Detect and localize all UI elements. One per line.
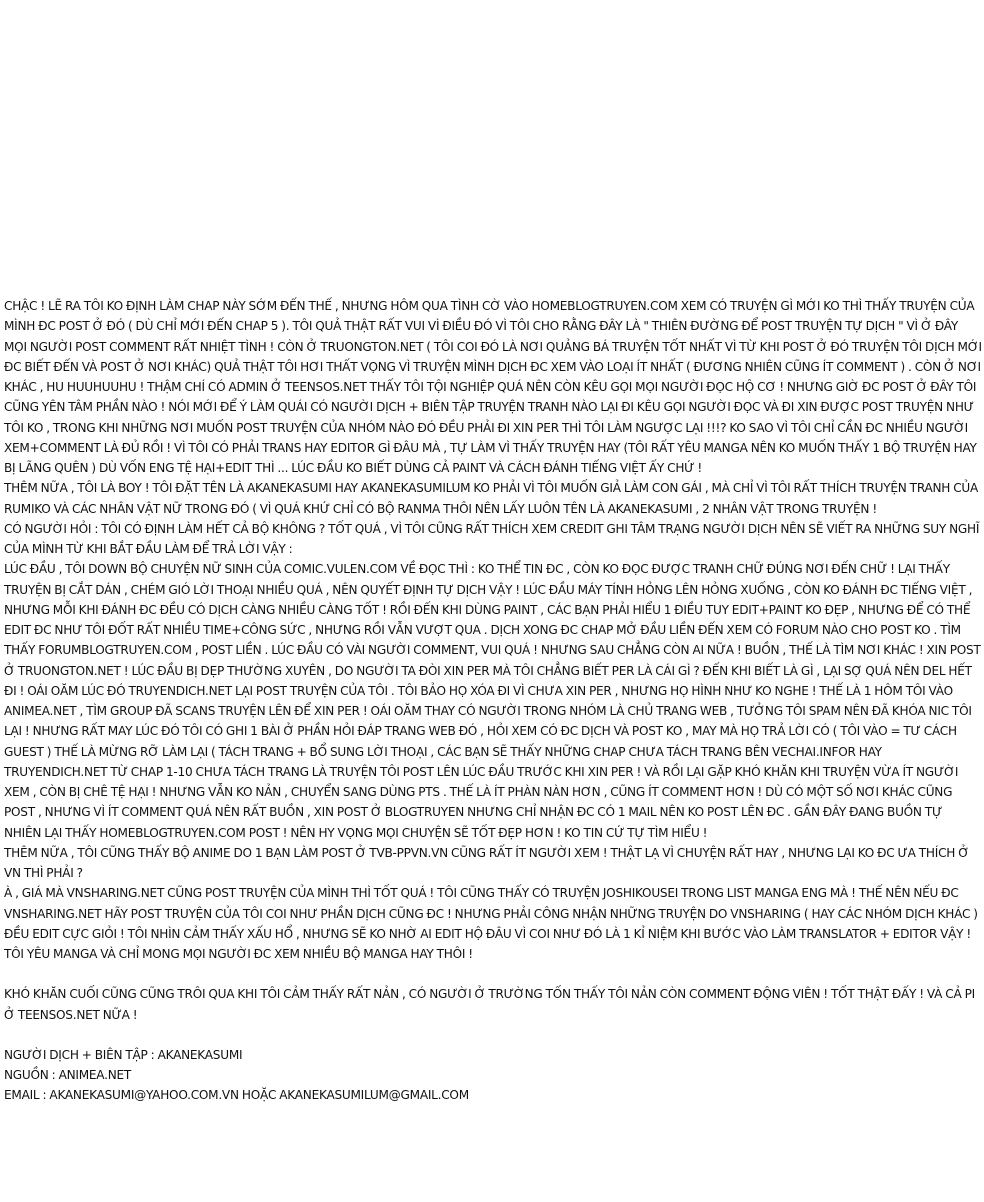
paragraph-love-manga: TÔI YÊU MANGA VÀ CHỈ MONG MỌI NGƯỜI ĐC XEM NHIỀU BỘ MANGA HAY THÔI ! [4, 947, 473, 961]
paragraph-vnsharing: À , GIÁ MÀ VNSHARING.NET CŨNG POST TRUYỆN CỦA MÌNH THÌ TỐT QUÁ ! TÔI CŨNG THẤY CÓ TRUYỆN JOSHIKOUSEI TRONG LIST MANGA ENG MÀ ! THẾ NÊN NẾU ĐC VNSHARING.NET HÃY POST TRUYỆN CỦA TÔI COI NHƯ PHẦN DỊCH CŨNG ĐC ! NHƯNG PHẢI CÔNG NHẬN NHỮNG TRUYỆN DO VNSHARING ( HAY CÁC NHÓM DỊCH KHÁC ) ĐỀU EDIT CỰC GIỎI ! TÔI NHÌN CẢM THẤY XẤU HỔ , NHƯNG SẼ KO NHỜ AI EDIT HỘ ĐÂU VÌ COI NHƯ ĐÓ LÀ 1 KỈ NIỆM KHI BƯỚC VÀO LÀM TRANSLATOR + EDITOR VẬY ! [4, 886, 978, 941]
paragraph-name-explanation: THÊM NỮA , TÔI LÀ BOY ! TÔI ĐẶT TÊN LÀ AKANEKASUMI HAY AKANEKASUMILUM KO PHẢI VÌ TÔI MUỐN GIẢ LÀM CON GÁI , MÀ CHỈ VÌ TÔI RẤT THÍCH TRUYỆN TRANH CỦA RUMIKO VÀ CÁC NHÂN VẬT NỮ TRONG ĐÓ ( VÌ QUÁ KHỨ CHỈ CÓ BỘ RANMA THÔI NÊN LẤY LUÔN TÊN LÀ AKANEKASUMI , 2 NHÂN VẬT TRONG TRUYỆN ! [4, 481, 979, 516]
paragraph-closing: KHÓ KHĂN CUỐI CŨNG CŨNG TRÔI QUA KHI TÔI CẢM THẤY RẤT NẢN , CÓ NGƯỜI Ở TRƯỜNG TỐN THẤY TÔI NẢN CÒN COMMENT ĐỘNG VIÊN ! TỐT THẬT ĐẤY ! VÀ CẢ PI Ở TEENSOS.NET NỮA ! [4, 987, 975, 1022]
spacer [4, 964, 982, 984]
paragraph-anime: THÊM NỮA , TÔI CŨNG THẤY BỘ ANIME DO 1 BẠN LÀM POST Ở TVB-PPVN.VN CŨNG RẤT ÍT NGƯỜI XEM ! THẬT LẠ VÌ CHUYỆN RẤT HAY , NHƯNG LẠI KO ĐC ƯA THÍCH Ở VN THÌ PHẢI ? [4, 845, 970, 880]
paragraph-question: CÓ NGƯỜI HỎI : TÔI CÓ ĐỊNH LÀM HẾT CẢ BỘ KHÔNG ? TỐT QUÁ , VÌ TÔI CŨNG RẤT THÍCH XEM CREDIT GHI TÂM TRẠNG NGƯỜI DỊCH NÊN SẼ VIẾT RA NHỮNG SUY NGHĨ CỦA MÌNH TỪ KHI BẮT ĐẦU LÀM ĐỂ TRẢ LỜI VẬY : [4, 521, 980, 556]
credit-translator: NGƯỜI DỊCH + BIÊN TẬP : AKANEKASUMI [4, 1047, 243, 1062]
paragraph-intro: CHẬC ! LẼ RA TÔI KO ĐỊNH LÀM CHAP NÀY SỚM ĐẾN THẾ , NHƯNG HÔM QUA TÌNH CỜ VÀO HOMEBLOGTRUYEN.COM XEM CÓ TRUYỆN GÌ MỚI KO THÌ THẤY TRUYỆN CỦA MÌNH ĐC POST Ở ĐÓ ( DÙ CHỈ MỚI ĐẾN CHAP 5 ). TÔI QUẢ THẬT RẤT VUI VÌ ĐIỀU ĐÓ VÌ TÔI CHO RẰNG ĐÂY LÀ " THIÊN ĐƯỜNG ĐỂ POST TRUYỆN TỰ DỊCH " VÌ Ở ĐÂY MỌI NGƯỜI POST COMMENT RẤT NHIỆT TÌNH ! CÒN Ở TRUONGTON.NET ( TÔI COI ĐÓ LÀ NƠI QUẢNG BÁ TRUYỆN TỐT NHẤT VÌ TỪ KHI POST Ở ĐÓ TRUYỆN TÔI DỊCH MỚI ĐC BIẾT ĐẾN VÀ POST Ở NƠI KHÁC) QUẢ THẬT TÔI HƠI THẤT VỌNG VÌ TRUYỆN MÌNH DỊCH ĐC XEM VÀO LOẠI ÍT NHẤT ( ĐƯƠNG NHIÊN CŨNG ÍT COMMENT ) . CÒN Ở NƠI KHÁC , HU HUUHUUHU ! THẬM CHÍ CÓ ADMIN Ở TEENSOS.NET THẤY TÔI TỘI NGHIỆP QUÁ NÊN CÒN KÊU GỌI MỌI NGƯỜI ĐỌC HỘ CƠ ! NHƯNG GIỜ ĐC POST Ở ĐÂY TÔI CŨNG YÊN TÂM PHẦN NÀO ! NÓI MỚI ĐỂ Ý LÀM QUÁI CÓ NGƯỜI DỊCH + BIÊN TẬP TRUYỆN TRANH NÀO LẠI ĐI KÊU GỌI NGƯỜI ĐỌC VÀ ĐI XIN ĐƯỢC POST TRUYỆN NHƯ TÔI KO , TRONG KHI NHỮNG NƠI MUỐN POST TRUYỆN CỦA NHÓM NÀO ĐÓ ĐỀU PHẢI ĐI XIN PER THÌ TÔI LÀM NGƯỢC LẠI !!!? KO SAO VÌ TÔI CHỈ CẦN ĐC NHIỀU NGƯỜI XEM+COMMENT LÀ ĐỦ RỒI ! VÌ TÔI CÓ PHẢI TRANS HAY EDITOR GÌ ĐÂU MÀ , TỰ LÀM VÌ THẤY TRUYỆN HAY (TÔI RẤT YÊU MANGA NÊN KO MUỐN THẤY 1 BỘ TRUYỆN HAY BỊ LÃNG QUÊN ) DÙ VỐN ENG TỆ HẠI+EDIT THÌ ... LÚC ĐẦU KO BIẾT DÙNG CẢ PAINT VÀ CÁCH ĐÁNH TIẾNG VIỆT ẤY CHỨ ! [4, 299, 982, 475]
translator-note [4, 296, 982, 1106]
paragraph-story: LÚC ĐẦU , TÔI DOWN BỘ CHUYỆN NỮ SINH CỦA COMIC.VULEN.COM VỀ ĐỌC THÌ : KO THỂ TIN ĐC , CÒN KO ĐỌC ĐƯỢC TRANH CHỮ ĐÚNG NƠI ĐẾN CHỮ ! LẠI THẤY TRUYỆN BỊ CẮT DÁN , CHÉM GIÓ LỜI THOẠI NHIỀU QUÁ , NÊN QUYẾT ĐỊNH TỰ DỊCH VẬY ! LÚC ĐẦU MÁY TÍNH HỎNG LÊN HỎNG XUỐNG , CÒN KO ĐÁNH ĐC TIẾNG VIỆT , NHƯNG MỖI KHI ĐÁNH ĐC ĐỀU CÓ DỊCH CÀNG NHIỀU CÀNG TỐT ! RỒI ĐẾN KHI DÙNG PAINT , CÁC BẠN PHẢI HIỂU 1 ĐIỀU TUY EDIT+PAINT KO ĐẸP , NHƯNG ĐỂ CÓ THỂ EDIT ĐC NHƯ TÔI ĐỐT RẤT NHIỀU TIME+CÔNG SỨC , NHƯNG RỒI VẪN VƯỢT QUA . DỊCH XONG ĐC CHAP MỞ ĐẦU LIỀN ĐẾN XEM CÓ FORUM NÀO CHO POST KO . TÌM THẤY FORUMBLOGTRUYEN.COM , POST LIỀN . LÚC ĐẦU CÓ VÀI NGƯỜI COMMENT, VUI QUÁ ! NHƯNG SAU CHẲNG CÒN AI NỮA ! BUỒN , THẾ LÀ TÌM NƠI KHÁC ! XIN POST Ở TRUONGTON.NET ! LÚC ĐẦU BỊ DẸP THƯỜNG XUYÊN , DO NGƯỜI TA ĐÒI XIN PER MÀ TÔI CHẲNG BIẾT PER LÀ CÁI GÌ ? ĐẾN KHI BIẾT LÀ GÌ , LẠI SỢ QUÁ NÊN DEL HẾT ĐI ! OÁI OĂM LÚC ĐÓ TRUYENDICH.NET LẠI POST TRUYỆN CỦA TÔI . TÔI BẢO HỌ XÓA ĐI VÌ CHƯA XIN PER , NHƯNG HỌ HÌNH NHƯ KO NGHE ! THẾ LÀ 1 HÔM TÔI VÀO ANIMEA.NET , TÌM GROUP ĐÃ SCANS TRUYỆN LÊN ĐỂ XIN PER ! OÁI OĂM THAY CÓ NGƯỜI TRONG NHÓM LÀ CHỦ TRANG WEB , TƯỞNG TÔI SPAM NÊN ĐÃ KHÓA NIC TÔI LẠI ! NHƯNG RẤT MAY LÚC ĐÓ TÔI CÓ GHI 1 BÀI Ở PHẦN HỎI ĐÁP TRANG WEB ĐÓ , HỎI XEM CÓ ĐC DỊCH VÀ POST KO , MAY MÀ HỌ TRẢ LỜI CÓ ( TÔI VÀO = TƯ CÁCH GUEST ) THẾ LÀ MỪNG RỠ LÀM LẠI ( TÁCH TRANG + BỔ SUNG LỜI THOẠI , CÁC BẠN SẼ THẤY NHỮNG CHAP CHƯA TÁCH TRANG BÊN VECHAI.INFOR HAY TRUYENDICH.NET TỪ CHAP 1-10 CHƯA TÁCH TRANG LÀ TRUYỆN TÔI POST LÊN LÚC ĐẦU TRƯỚC KHI XIN PER ! VÀ RỒI LẠI GẶP KHÓ KHĂN KHI TRUYỆN VỪA ÍT NGƯỜI XEM , CÒN BỊ CHÊ TỆ HẠI ! NHƯNG VẪN KO NẢN , CHUYỂN SANG DÙNG PTS . THẾ LÀ ÍT PHÀN NÀN HƠN , CŨNG ÍT COMMENT HƠN ! DÙ CÓ MỘT SỐ NƠI KHÁC CŨNG POST , NHƯNG VÌ ÍT COMMENT QUÁ NÊN RẤT BUỒN , XIN POST Ở BLOGTRUYEN NHƯNG CHỈ NHẬN ĐC CÓ 1 MAIL NÊN KO POST LÊN ĐC . GẦN ĐÂY ĐANG BUỒN TỰ NHIÊN LẠI THẤY HOMEBLOGTRUYEN.COM POST ! NÊN HY VỌNG MỌI CHUYỆN SẼ TỐT ĐẸP HƠN ! KO TIN CỨ TỰ TÌM HIỂU ! [4, 562, 981, 840]
credit-email: EMAIL : AKANEKASUMI@YAHOO.COM.VN HOẶC AKANEKASUMILUM@GMAIL.COM [4, 1088, 469, 1103]
credit-source: NGUỒN : ANIMEA.NET [4, 1068, 132, 1082]
spacer [4, 1025, 982, 1045]
